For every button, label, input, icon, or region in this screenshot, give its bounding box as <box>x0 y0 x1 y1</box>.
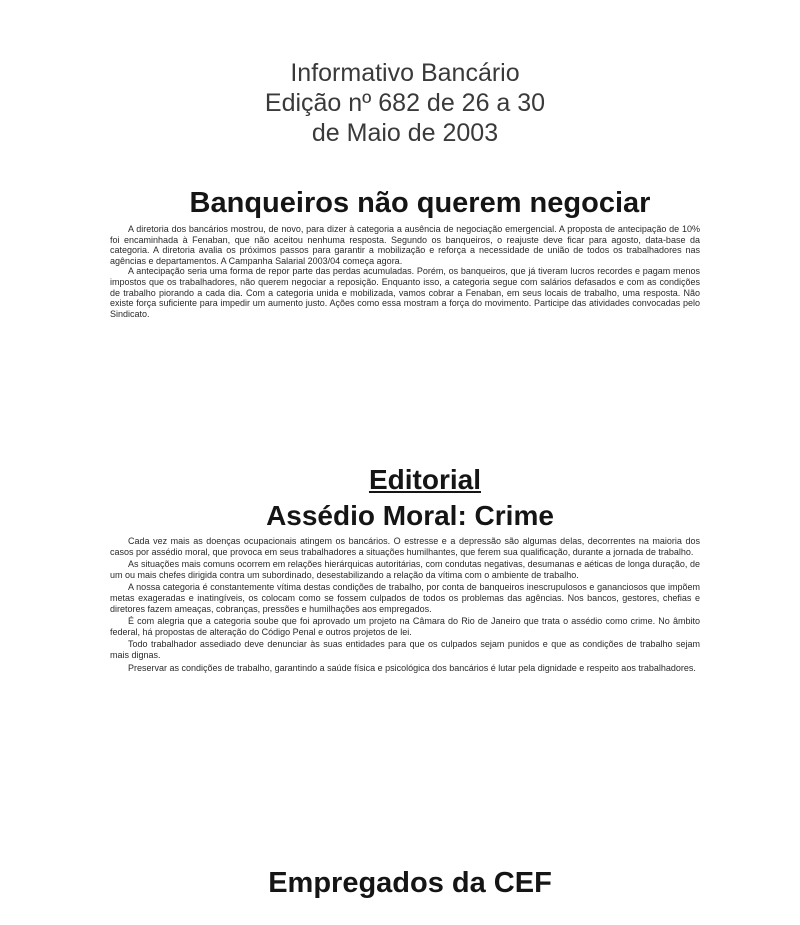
headline-assedio-moral: Assédio Moral: Crime <box>266 500 554 531</box>
masthead-edition: Edição nº 682 de 26 a 30 <box>264 89 546 117</box>
article-body-assedio-moral <box>110 536 700 858</box>
article-body-banqueiros <box>110 224 700 446</box>
masthead <box>200 58 610 148</box>
section-label-editorial: Editorial <box>368 464 481 495</box>
article-paragraph: As situações mais comuns ocorrem em relações hierárquicas autoritárias, com condutas negativas, desumanas e aéticas de longa duração, de um ou mais chefes dirigida contra um subordinado, desestabilizando a relação da vítima com o ambiente de trabalho. <box>110 559 700 580</box>
article-paragraph: Preservar as condições de trabalho, garantindo a saúde física e psicológica dos bancários é lutar pela dignidade e respeito aos trabalhadores. <box>128 662 696 673</box>
article-paragraph: Cada vez mais as doenças ocupacionais atingem os bancários. O estresse e a depressão são algumas delas, decorrentes na maioria dos casos por assédio moral, que provoca em seus trabalhadores a situações humilhantes, que ferem sua qualificação, durante a jornada de trabalho. <box>110 536 700 557</box>
masthead-title: Informativo Bancário <box>290 59 520 87</box>
article-paragraph: A diretoria dos bancários mostrou, de novo, para dizer à categoria a ausência de negociação emergencial. A proposta de antecipação de 10% foi encaminhada à Fenaban, que não aceitou nenhuma resposta. Segundo os banqueiros, o reajuste deve ficar para agosto, data-base da categoria. A diretoria avalia os próximos passos para garantir a mobilização e reforça a necessidade de união de todos os trabalhadores nas agências e departamentos. A Campanha Salarial 2003/04 começa agora. <box>110 224 700 266</box>
headline-banqueiros: Banqueiros não querem negociar <box>189 187 651 219</box>
article-paragraph: A antecipação seria uma forma de repor parte das perdas acumuladas. Porém, os banqueiros, que já tiveram lucros recordes e pagam menos impostos que os trabalhadores, não querem negociar a reposição. Enquanto isso, a categoria segue com salários defasados e com as condições de trabalho piorando a cada dia. Com a categoria unida e mobilizada, vamos cobrar a Fenaban, em seus locais de trabalho, uma resposta. Não existe força suficiente para impedir um aumento justo. Ações como essa mostram a força do movimento. Participe das atividades convocadas pelo Sindicato. <box>110 266 700 319</box>
article-paragraph: A nossa categoria é constantemente vítima destas condições de trabalho, por conta de banqueiros inescrupulosos e gananciosos que impõem metas exageradas e inatingíveis, os colocam como se fossem culpados de todos os problemas das agências. Nos bancos, gestores, chefias e diretores fazem ameaças, cobranças, pressões e humilhações aos empregados. <box>110 582 700 614</box>
article-paragraph: É com alegria que a categoria soube que foi aprovado um projeto na Câmara do Rio de Janeiro que trata o assédio como crime. No âmbito federal, há propostas de alteração do Código Penal e outros projetos de lei. <box>110 616 700 637</box>
headline-empregados-cef: Empregados da CEF <box>268 867 552 899</box>
masthead-date: de Maio de 2003 <box>311 119 499 147</box>
article-paragraph: Todo trabalhador assediado deve denunciar às suas entidades para que os culpados sejam punidos e que as condições de trabalho sejam mais dignas. <box>110 639 700 660</box>
